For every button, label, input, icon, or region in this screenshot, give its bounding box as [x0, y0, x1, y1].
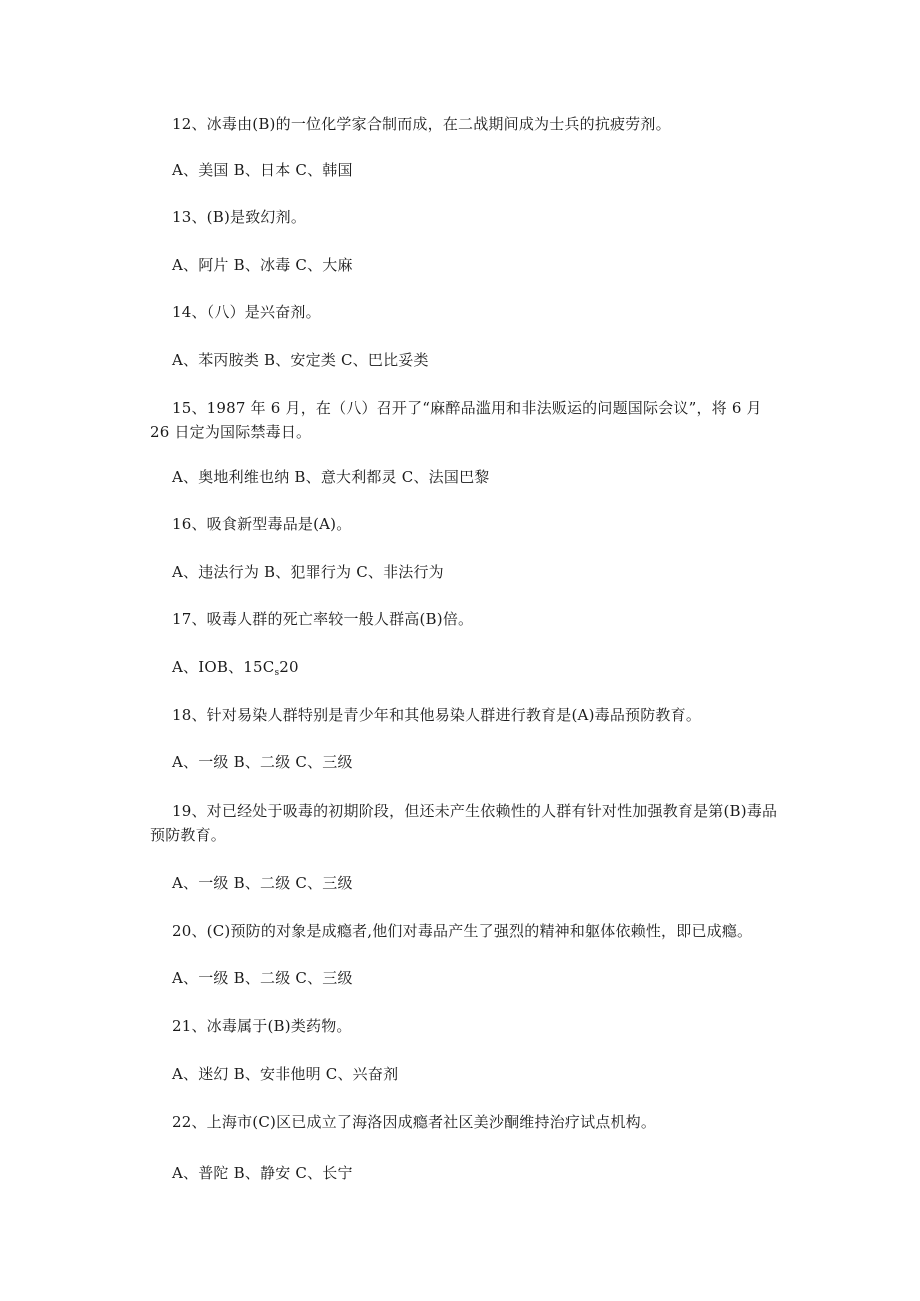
- options-18: A、一级 B、二级 C、三级: [172, 753, 353, 771]
- question-15: 15、1987 年 6 月，在（八）召开了“麻醉品滥用和非法贩运的问题国际会议”，将 6 月 26 日定为国际禁毒日。: [150, 399, 762, 441]
- options-19: A、一级 B、二级 C、三级: [172, 874, 353, 892]
- question-14: 14、（八）是兴奋剂。: [172, 303, 321, 321]
- question-22: 22、上海市(C)区已成立了海洛因成瘾者社区美沙酮维持治疗试点机构。: [172, 1113, 657, 1131]
- question-12: 12、冰毒由(B)的一位化学家合制而成，在二战期间成为士兵的抗疲劳剂。: [172, 115, 671, 133]
- options-17: [172, 655, 299, 685]
- question-13: 13、(B)是致幻剂。: [172, 208, 307, 226]
- options-20: A、一级 B、二级 C、三级: [172, 969, 353, 987]
- question-17: 17、吸毒人群的死亡率较一般人群高(B)倍。: [172, 610, 474, 628]
- options-17-main: A、IOB、15C: [172, 658, 275, 676]
- options-21: A、迷幻 B、安非他明 C、兴奋剂: [172, 1065, 399, 1083]
- options-17-subscript: s: [274, 668, 280, 678]
- question-19: 19、对已经处于吸毒的初期阶段，但还未产生依赖性的人群有针对性加强教育是第(B)毒品预防教育。: [150, 802, 778, 844]
- question-20: 20、(C)预防的对象是成瘾者,他们对毒品产生了强烈的精神和躯体依赖性，即已成瘾。: [172, 922, 753, 940]
- question-16: 16、吸食新型毒品是(A)。: [172, 515, 352, 533]
- options-22: A、普陀 B、静安 C、长宁: [172, 1164, 353, 1182]
- question-18: 18、针对易染人群特别是青少年和其他易染人群进行教育是(A)毒品预防教育。: [172, 706, 702, 724]
- options-13: A、阿片 B、冰毒 C、大麻: [172, 256, 353, 274]
- options-16: A、违法行为 B、犯罪行为 C、非法行为: [172, 563, 444, 581]
- question-21: 21、冰毒属于(B)类药物。: [172, 1017, 352, 1035]
- options-17-tail: 20: [279, 658, 299, 676]
- options-15: A、奥地利维也纳 B、意大利都灵 C、法国巴黎: [172, 468, 490, 486]
- options-12: A、美国 B、日本 C、韩国: [172, 161, 353, 179]
- options-14: A、苯丙胺类 B、安定类 C、巴比妥类: [172, 351, 429, 369]
